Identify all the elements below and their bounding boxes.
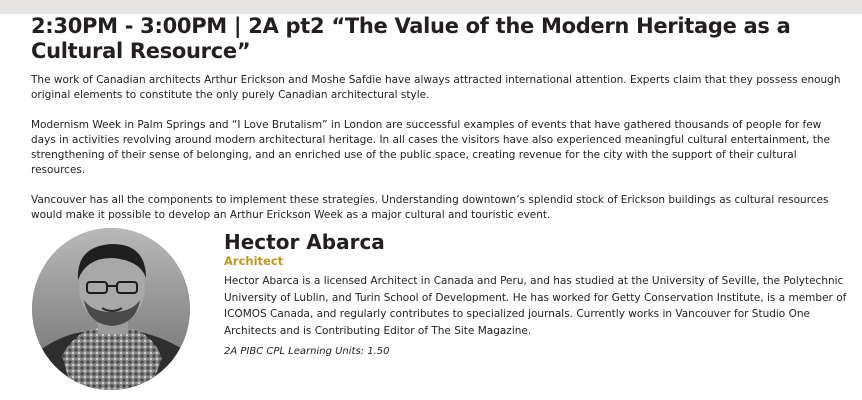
speaker-bio: Hector Abarca is a licensed Architect in Canada and Peru, and has studied at the University of Seville, the Polytechnic University of Lublin, and Turin School of Development. He has worked for Getty Conservation Institute, is a member of ICOMOS Canada, and regularly contributes to specialized journals. Currently works in Vancouver for Studio One Architects and is Contributing Editor of The Site Magazine. [224, 275, 847, 337]
speaker-role: Architect [224, 254, 284, 268]
learning-units: 2A PIBC CPL Learning Units: 1.50 [224, 346, 390, 357]
session-description [31, 73, 849, 238]
speaker-portrait-image [32, 228, 190, 390]
session-title: 2:30PM - 3:00PM | 2A pt2 “The Value of the Modern Heritage as a Cultural Resource” [31, 14, 791, 63]
description-paragraph: Vancouver has all the components to implement these strategies. Understanding downtown’s splendid stock of Erickson buildings as cultural resources would make it possible to develop an Arthur Erickson Week as a major cultural and touristic event. [31, 194, 829, 221]
speaker-info [224, 231, 849, 359]
speaker-name: Hector Abarca [224, 230, 385, 254]
header-bar [0, 0, 862, 14]
description-paragraph: The work of Canadian architects Arthur Erickson and Moshe Safdie have always attracted international attention. Experts claim that they possess enough original elements to constitute the only purely Canadian architectural style. [31, 74, 841, 101]
speaker-photo [32, 228, 190, 390]
description-paragraph: Modernism Week in Palm Springs and “I Love Brutalism” in London are successful examples of events that have gathered thousands of people for few days in activities revolving around modern architectural heritage. In all cases the visitors have also experienced meaningful cultural entertainment, the strengthening of their sense of belonging, and an enriched use of the public space, creating revenue for the city with the support of their cultural resources. [31, 119, 830, 176]
